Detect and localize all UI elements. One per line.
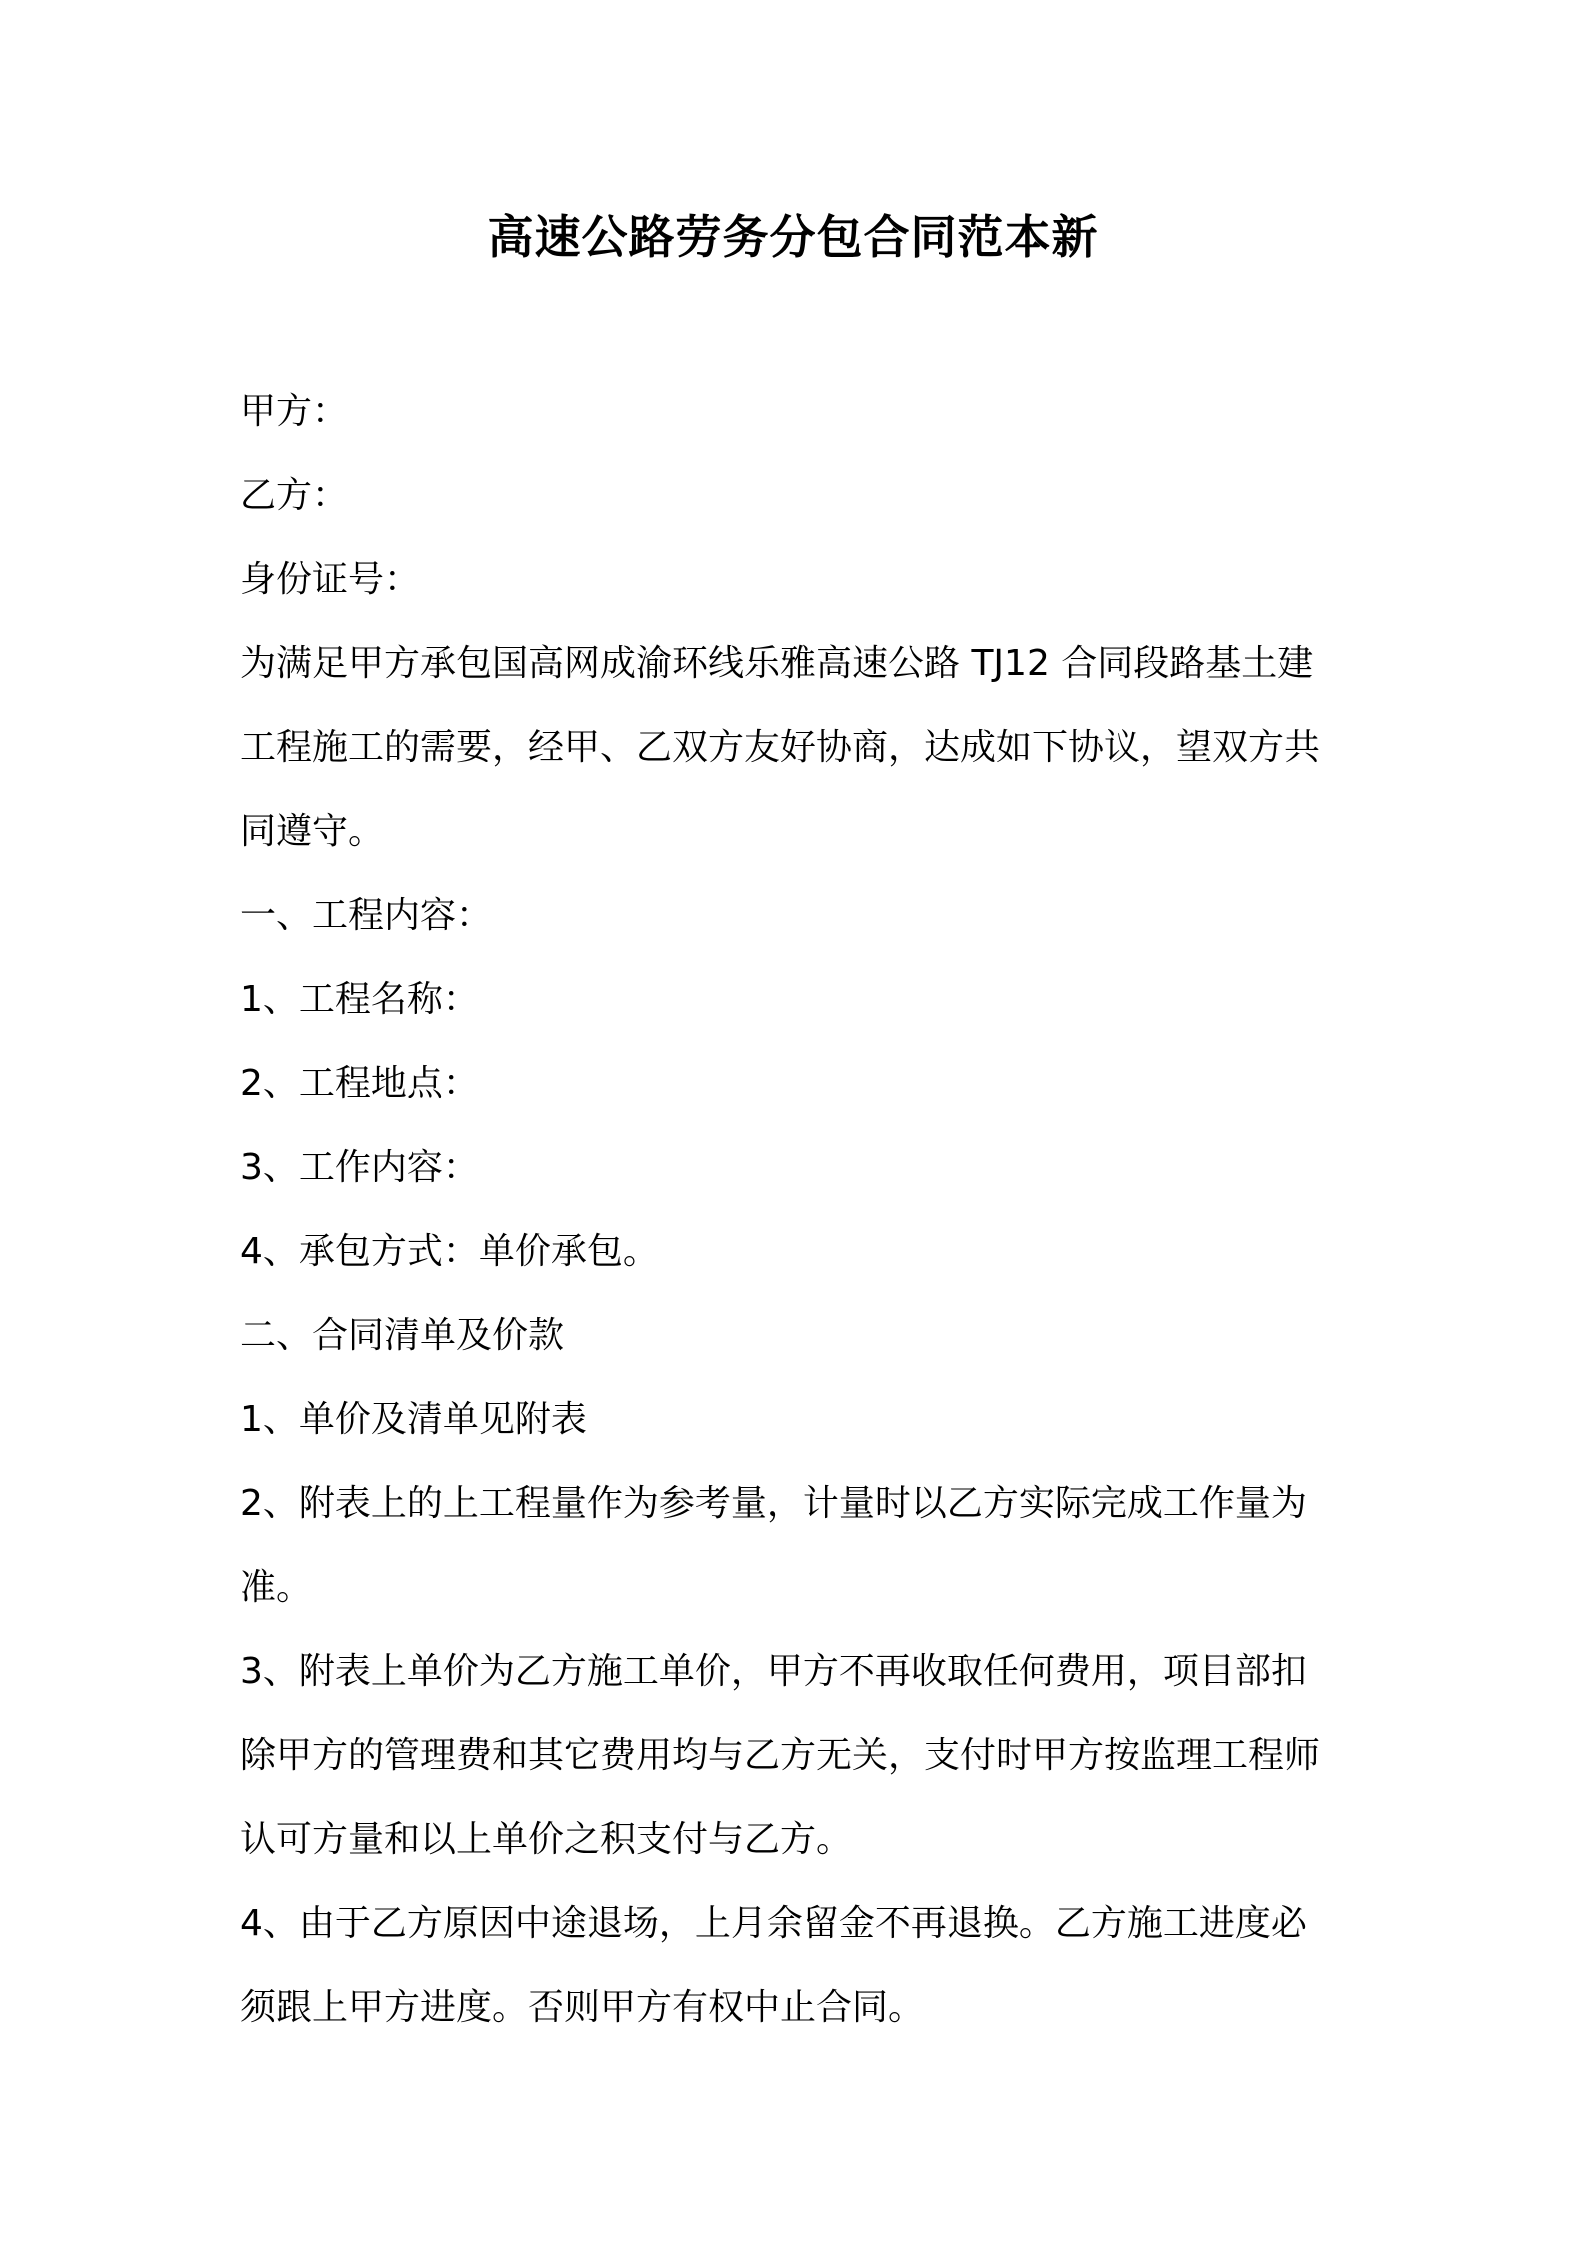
list-item-project-name: 1、工程名称： <box>240 979 479 1020</box>
list-item-work-content: 3、工作内容： <box>240 1147 479 1188</box>
clause-2-line-1: 2、附表上的上工程量作为参考量，计量时以乙方实际完成工作量为 <box>240 1483 1307 1524</box>
clause-3-line-1: 3、附表上单价为乙方施工单价，甲方不再收取任何费用，项目部扣 <box>240 1651 1307 1692</box>
list-item-contract-method: 4、承包方式：单价承包。 <box>240 1231 659 1272</box>
clause-1: 1、单价及清单见附表 <box>240 1399 587 1440</box>
intro-paragraph-line-3: 同遵守。 <box>240 811 385 852</box>
clause-4-line-2: 须跟上甲方进度。否则甲方有权中止合同。 <box>240 1987 925 2028</box>
document-body <box>240 370 1360 2050</box>
id-number-line: 身份证号： <box>240 559 421 600</box>
document-title: 高速公路劳务分包合同范本新 <box>487 210 1099 264</box>
clause-2-line-2: 准。 <box>240 1567 313 1608</box>
intro-paragraph-line-2: 工程施工的需要，经甲、乙双方友好协商，达成如下协议，望双方共 <box>240 727 1321 768</box>
list-item-project-location: 2、工程地点： <box>240 1063 479 1104</box>
party-b-line: 乙方： <box>240 475 349 516</box>
section-heading-2: 二、合同清单及价款 <box>240 1315 565 1356</box>
clause-3-line-2: 除甲方的管理费和其它费用均与乙方无关，支付时甲方按监理工程师 <box>240 1735 1321 1776</box>
party-a-line: 甲方： <box>240 391 349 432</box>
clause-3-line-3: 认可方量和以上单价之积支付与乙方。 <box>240 1819 853 1860</box>
section-heading-1: 一、工程内容： <box>240 895 493 936</box>
clause-4-line-1: 4、由于乙方原因中途退场，上月余留金不再退换。乙方施工进度必 <box>240 1903 1307 1944</box>
intro-paragraph-line-1: 为满足甲方承包国高网成渝环线乐雅高速公路 TJ12 合同段路基土建 <box>240 643 1314 684</box>
